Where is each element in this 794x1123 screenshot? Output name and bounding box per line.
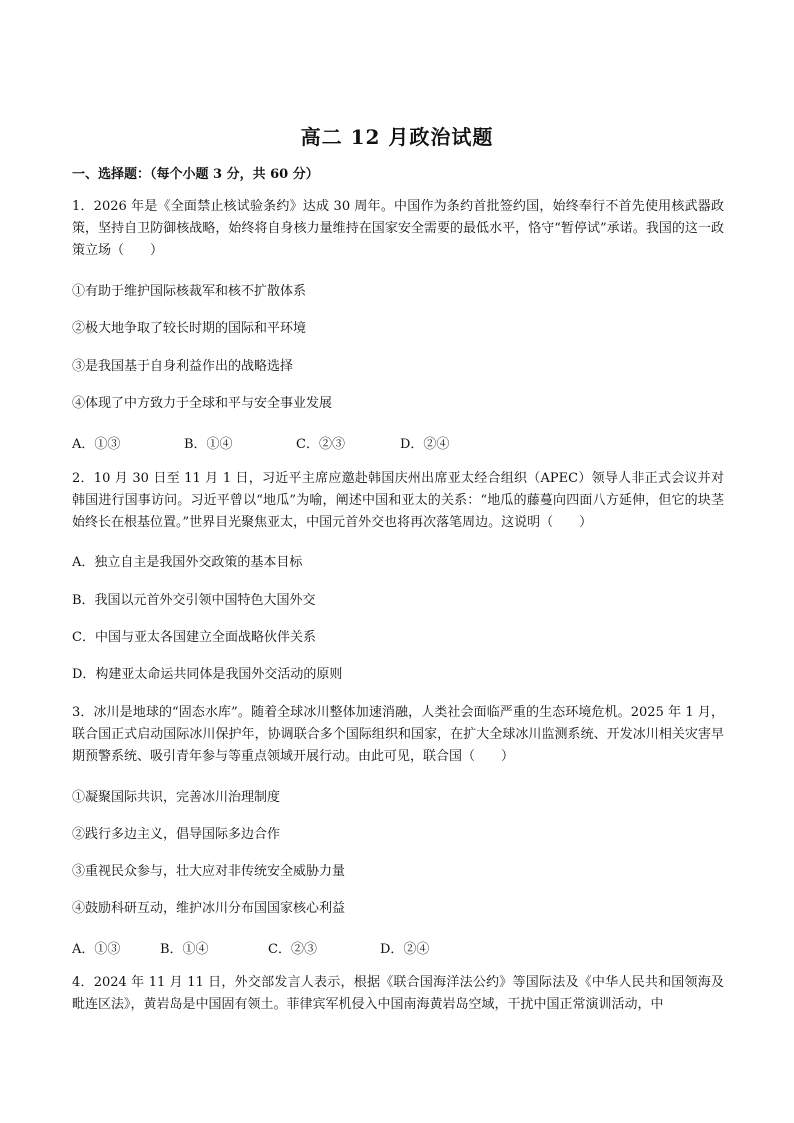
choice-c: C．②③: [296, 437, 345, 452]
question-3-stem: 3．冰川是地球的“固态水库”。随着全球冰川整体加速消融，人类社会面临严重的生态环境危机。2025 年 1 月，联合国正式启动国际冰川保护年，协调联合多个国际组织和国家，在扩大全球冰川监测系统、开发冰川相关灾害早期预警系统、吸引青年参与等重点领域开展行动。由此可见，联合国（ ）: [72, 705, 724, 764]
choice-d: D．②④: [400, 437, 450, 452]
question-1-item-2: ②极大地争取了较长时期的国际和平环境: [72, 321, 307, 336]
question-3-item-1: ①凝聚国际共识，完善冰川治理制度: [72, 790, 281, 805]
choice-b: B．①④: [184, 437, 233, 452]
section-heading: 一、选择题：（每个小题 3 分，共 60 分）: [72, 167, 319, 182]
choice-a: A．①③: [72, 942, 121, 957]
question-1-stem: 1．2026 年是《全面禁止核试验条约》达成 30 周年。中国作为条约首批签约国，始终奉行不首先使用核武器政策，坚持自卫防御核战略，始终将自身核力量维持在国家安全需要的最低水平，恪守“暂停试”承诺。我国的这一政策立场（ ）: [72, 199, 724, 258]
question-1-item-3: ③是我国基于自身利益作出的战略选择: [72, 359, 294, 374]
question-2-option-b: B．我国以元首外交引领中国特色大国外交: [72, 593, 316, 608]
question-1-item-4: ④体现了中方致力于全球和平与安全事业发展: [72, 396, 333, 411]
question-3-choices: [72, 938, 429, 957]
choice-c: C．②③: [268, 942, 317, 957]
question-2-option-c: C．中国与亚太各国建立全面战略伙伴关系: [72, 630, 316, 645]
question-3-item-3: ③重视民众参与，壮大应对非传统安全威胁力量: [72, 864, 346, 879]
question-2-option-d: D．构建亚太命运共同体是我国外交活动的原则: [72, 667, 343, 682]
question-2-option-a: A．独立自主是我国外交政策的基本目标: [72, 555, 303, 570]
question-3-item-4: ④鼓励科研互动，维护冰川分布国国家核心利益: [72, 901, 346, 916]
question-4-stem: 4．2024 年 11 月 11 日，外交部发言人表示，根据《联合国海洋法公约》等国际法及《中华人民共和国领海及毗连区法》，黄岩岛是中国固有领土。菲律宾军机侵入中国南海黄岩岛空域，干扰中国正常演训活动，中: [72, 975, 724, 1012]
choice-b: B．①④: [160, 942, 209, 957]
page-title: 高二 12 月政治试题: [300, 125, 494, 149]
choice-a: A．①③: [72, 437, 121, 452]
question-3-item-2: ②践行多边主义，倡导国际多边合作: [72, 827, 281, 842]
question-1-choices: [72, 433, 449, 452]
question-2-stem: 2．10 月 30 日至 11 月 1 日，习近平主席应邀赴韩国庆州出席亚太经合组织（APEC）领导人非正式会议并对韩国进行国事访问。习近平曾以“地瓜”为喻，阐述中国和亚太的关系：“地瓜的藤蔓向四面八方延伸，但它的块茎始终长在根基位置。”世界目光聚焦亚太，中国元首外交也将再次落笔周边。这说明（ ）: [72, 471, 724, 530]
choice-d: D．②④: [380, 942, 430, 957]
question-1-item-1: ①有助于维护国际核裁军和核不扩散体系: [72, 284, 307, 299]
